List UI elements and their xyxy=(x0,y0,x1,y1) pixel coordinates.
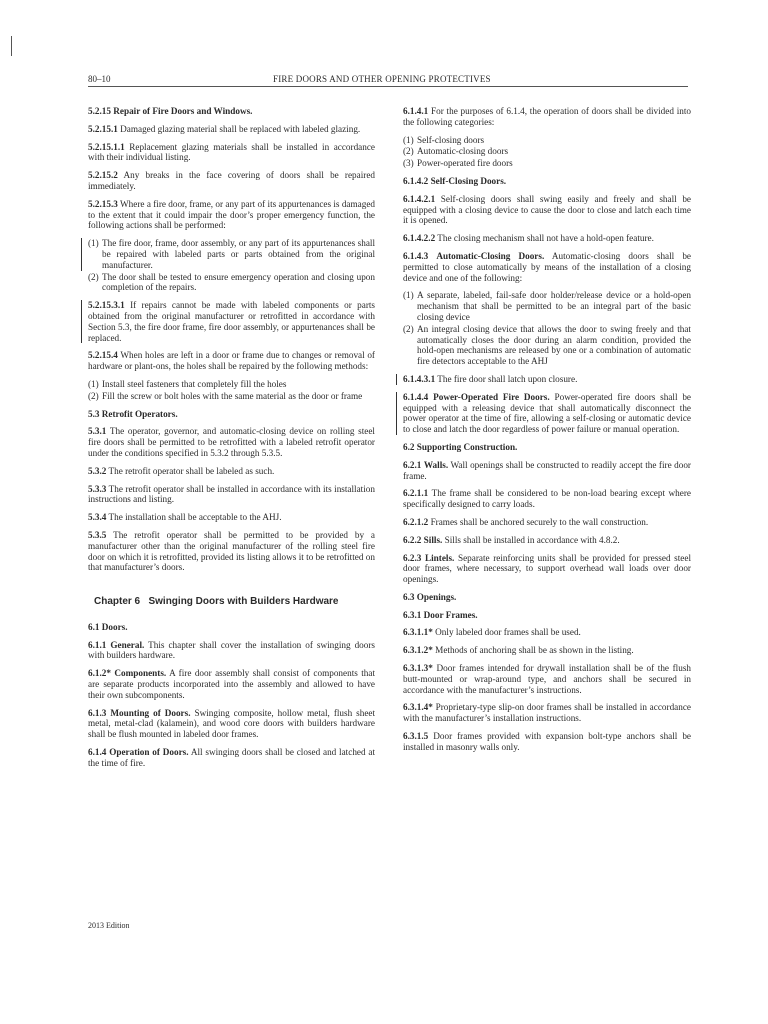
section-6-3-1-3: 6.3.1.3* Door frames intended for drywall installation shall be of the flush butt-mounted or wrap-around type, and anchors shall be secured in accordance with the manufacturer’s instructions. xyxy=(403,663,692,695)
running-header xyxy=(88,74,688,87)
section-6-2-2: 6.2.2 Sills. Sills shall be installed in accordance with 4.8.2. xyxy=(403,534,620,545)
header-title: FIRE DOORS AND OTHER OPENING PROTECTIVES xyxy=(273,74,491,84)
right-column xyxy=(403,106,691,760)
list-item: (2) The door shall be tested to ensure emergency operation and closing upon completion of the repairs. xyxy=(88,271,375,293)
list-item: (1) A separate, labeled, fail-safe door holder/release device or a hold-open mechanism that shall be permitted to be an integral part of the basic closing device xyxy=(403,290,691,322)
section-6-1-4-4: 6.1.4.4 Power-Operated Fire Doors. Power-operated fire doors shall be equipped with a releasing device that shall automatically disconnect the power operator at the time of fire, allowing a self-closing or automatic device to close and latch the door regardless of power failure or manual operation. xyxy=(403,392,691,435)
section-5-2-15-4: 5.2.15.4 When holes are left in a door or frame due to changes or removal of hardware or plant-ons, the holes shall be repaired by the following methods: xyxy=(88,350,375,372)
section-5-3: 5.3 Retrofit Operators. xyxy=(88,408,178,419)
change-bar xyxy=(81,238,82,270)
list-6-1-4-1 xyxy=(403,135,691,169)
section-6-1-4-2-2: 6.1.4.2.2 The closing mechanism shall not have a hold-open feature. xyxy=(403,233,654,244)
section-6-2-1-1: 6.2.1.1 The frame shall be considered to be non-load bearing except where specifically designed to carry loads. xyxy=(403,488,691,510)
list-6-1-4-3 xyxy=(403,290,691,367)
section-6-1-4: 6.1.4 Operation of Doors. All swinging doors shall be closed and latched at the time of fire. xyxy=(88,747,376,768)
section-5-3-1: 5.3.1 The operator, governor, and automatic-closing device on rolling steel fire doors shall be permitted to be retrofitted with a labeled retrofit operator under the conditions specified in 5.3.2 through 5.3.5. xyxy=(88,426,375,458)
section-6-2-1-2: 6.2.1.2 Frames shall be anchored securely to the wall construction. xyxy=(403,516,649,527)
section-6-3: 6.3 Openings. xyxy=(403,591,457,602)
list-item: (2) Automatic-closing doors xyxy=(403,146,509,157)
section-5-2-15-3: 5.2.15.3 Where a fire door, frame, or any part of its appurtenances is damaged to the extent that it could impair the door’s proper emergency function, the following actions shall be performed: xyxy=(88,198,375,231)
section-6-1-3: 6.1.3 Mounting of Doors. Swinging composite, hollow metal, flush sheet metal, metal-clad (kalamein), and wood core doors with builders hardware shall be flush mounted in labeled door frames. xyxy=(88,707,376,740)
list-5-2-15-4 xyxy=(88,379,375,402)
edition-footer: 2013 Edition xyxy=(88,921,130,930)
section-6-1-4-3: 6.1.4.3 Automatic-Closing Doors. Automatic-closing doors shall be permitted to close automatically by means of the installation of a closing device and one of the following: xyxy=(403,250,692,283)
section-5-3-5: 5.3.5 The retrofit operator shall be permitted to be provided by a manufacturer other than the original manufacturer of the rolling steel fire door on which it is retrofitted, provided its listing allows it to be retrofitted on that manufacturer’s doors. xyxy=(88,529,376,573)
chapter-heading: Chapter 6 Swinging Doors with Builders Hardware xyxy=(94,596,339,608)
section-5-3-4: 5.3.4 The installation shall be acceptable to the AHJ. xyxy=(88,512,282,523)
list-item: (1) Install steel fasteners that completely fill the holes xyxy=(88,378,287,389)
list-item: (2) Fill the screw or bolt holes with the same material as the door or frame xyxy=(88,390,363,401)
list-item: (1) Self-closing doors xyxy=(403,134,485,145)
list-5-2-15-3 xyxy=(88,238,375,293)
section-6-1-1: 6.1.1 General. This chapter shall cover the installation of swinging doors with builders hardware. xyxy=(88,639,375,661)
section-6-1-4-3-1: 6.1.4.3.1 The fire door shall latch upon closure. xyxy=(403,374,691,385)
list-item: (1) The fire door, frame, door assembly, or any part of its appurtenances shall be repaired with labeled parts or parts obtained from the original manufacturer. xyxy=(88,238,375,270)
section-6-3-1: 6.3.1 Door Frames. xyxy=(403,609,478,620)
section-5-3-2: 5.3.2 The retrofit operator shall be labeled as such. xyxy=(88,465,275,476)
section-6-2-3: 6.2.3 Lintels. Separate reinforcing units shall be provided for pressed steel door frames, where necessary, to support overhead wall loads over door openings. xyxy=(403,552,692,585)
section-6-1-4-2-1: 6.1.4.2.1 Self-closing doors shall swing easily and freely and shall be equipped with a closing device to cause the door to close and latch each time it is opened. xyxy=(403,193,692,226)
section-5-2-15-1: 5.2.15.1 Damaged glazing material shall be replaced with labeled glazing. xyxy=(88,123,361,134)
section-6-1: 6.1 Doors. xyxy=(88,621,128,632)
section-6-3-1-4: 6.3.1.4* Proprietary-type slip-on door frames shall be installed in accordance with the manufacturer’s installation instructions. xyxy=(403,702,691,724)
section-6-1-4-2: 6.1.4.2 Self-Closing Doors. xyxy=(403,175,507,186)
section-5-2-15: 5.2.15 Repair of Fire Doors and Windows. xyxy=(88,106,253,116)
left-column xyxy=(88,106,375,776)
section-6-1-2: 6.1.2* Components. A fire door assembly shall consist of components that are separate products incorporated into the assembly and allowed to have their own subcomponents. xyxy=(88,668,376,700)
section-6-2: 6.2 Supporting Construction. xyxy=(403,441,518,452)
section-6-3-1-2: 6.3.1.2* Methods of anchoring shall be as shown in the listing. xyxy=(403,645,634,656)
section-6-3-1-1: 6.3.1.1* Only labeled door frames shall be used. xyxy=(403,627,581,638)
section-5-2-15-3-1: 5.2.15.3.1 If repairs cannot be made with labeled components or parts obtained from the original manufacturer or retrofitted in accordance with Section 5.3, the fire door frame, fire door assembly, or appurtenances shall be replaced. xyxy=(88,300,375,343)
section-6-1-4-1: 6.1.4.1 For the purposes of 6.1.4, the operation of doors shall be divided into the following categories: xyxy=(403,106,691,127)
section-5-2-15-2: 5.2.15.2 Any breaks in the face covering of doors shall be repaired immediately. xyxy=(88,170,376,191)
change-bar xyxy=(81,300,82,343)
scan-mark xyxy=(11,36,12,56)
list-item: (2) An integral closing device that allows the door to swing freely and that automatically closes the door during an alarm condition, provided the hold-open mechanisms are released by one or a combination of automatic fire detectors acceptable to the AHJ xyxy=(403,323,691,367)
section-5-3-3: 5.3.3 The retrofit operator shall be installed in accordance with its installation instructions and listing. xyxy=(88,483,375,505)
section-6-3-1-5: 6.3.1.5 Door frames provided with expansion bolt-type anchors shall be installed in masonry walls only. xyxy=(403,731,692,752)
change-bar xyxy=(396,392,397,435)
section-5-2-15-1-1: 5.2.15.1.1 Replacement glazing materials shall be installed in accordance with their individual listing. xyxy=(88,141,376,163)
section-6-2-1: 6.2.1 Walls. Wall openings shall be constructed to readily accept the fire door frame. xyxy=(403,459,691,481)
change-bar xyxy=(396,374,397,385)
list-item: (3) Power-operated fire doors xyxy=(403,158,513,169)
page-number: 80–10 xyxy=(88,74,111,84)
